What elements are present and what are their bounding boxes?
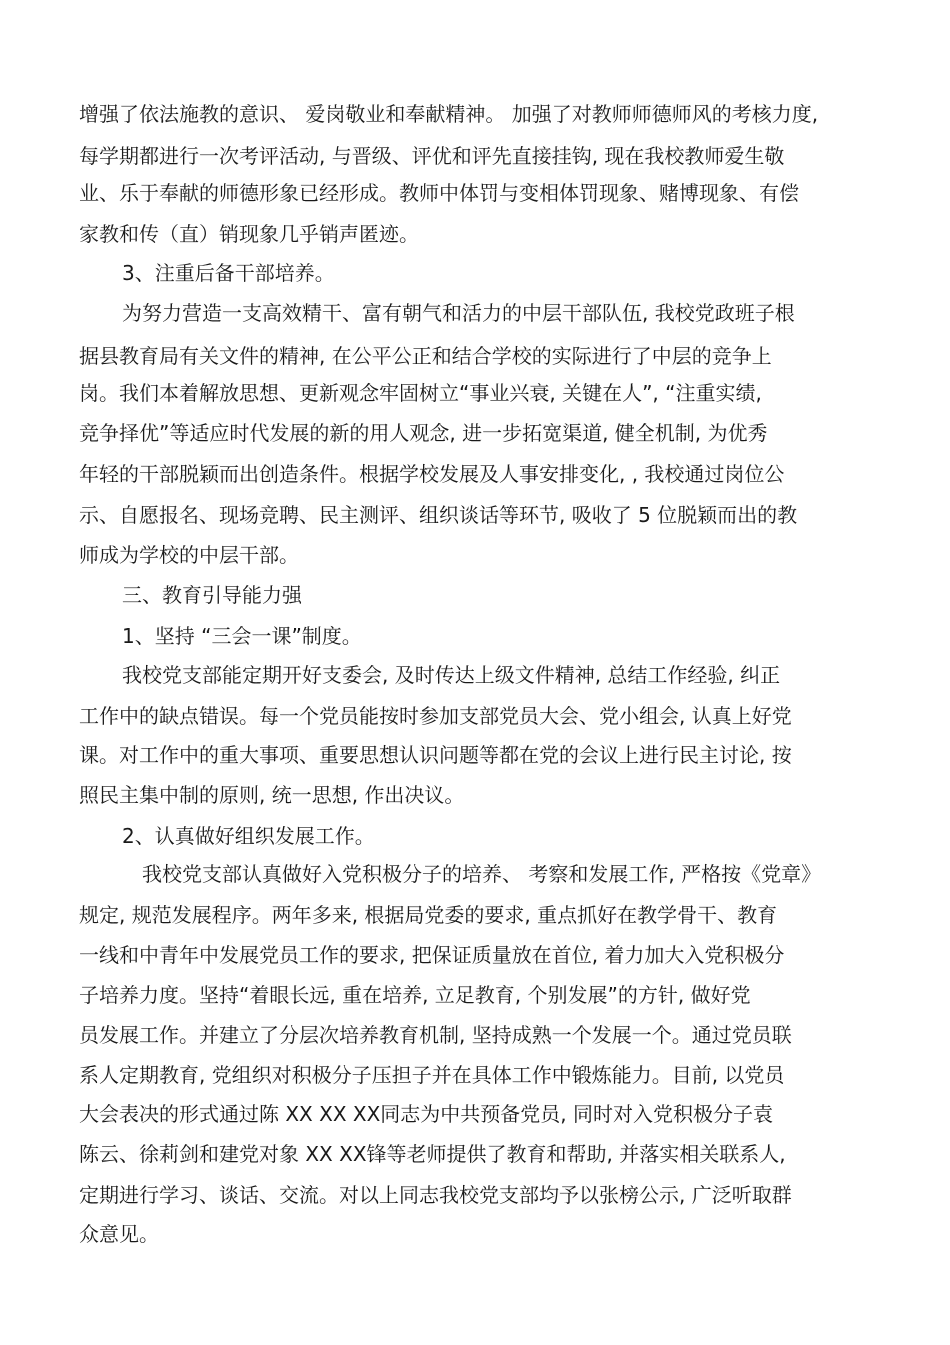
body-line: 系人定期教育, 党组织对积极分子压担子并在具体工作中锻炼能力。目前, 以党员 <box>79 1063 785 1087</box>
body-line: 示、自愿报名、现场竞聘、民主测评、组织谈话等环节, 吸收了 5 位脱颖而出的教 <box>79 503 798 527</box>
body-line: 员发展工作。并建立了分层次培养教育机制, 坚持成熟一个发展一个。通过党员联 <box>79 1023 792 1047</box>
body-line: 众意见。 <box>79 1222 159 1246</box>
body-line: 每学期都进行一次考评活动, 与晋级、评优和评先直接挂钩, 现在我校教师爱生敬 <box>79 144 785 168</box>
body-line: 大会表决的形式通过陈 XX XX XX同志为中共预备党员, 同时对入党积极分子袁 <box>79 1102 773 1126</box>
body-line: 为努力营造一支高效精干、富有朝气和活力的中层干部队伍, 我校党政班子根 <box>122 301 795 325</box>
subsection-heading: 1、坚持 “三会一课”制度。 <box>122 624 362 648</box>
section-heading: 三、教育引导能力强 <box>122 583 302 607</box>
body-line: 业、乐于奉献的师德形象已经形成。教师中体罚与变相体罚现象、赌博现象、有偿 <box>79 181 799 205</box>
body-line: 工作中的缺点错误。每一个党员能按时参加支部党员大会、党小组会, 认真上好党 <box>79 704 792 728</box>
body-line: 据县教育局有关文件的精神, 在公平公正和结合学校的实际进行了中层的竞争上 <box>79 344 772 368</box>
body-line: 规定, 规范发展程序。两年多来, 根据局党委的要求, 重点抓好在教学骨干、教育 <box>79 903 778 927</box>
body-line: 年轻的干部脱颖而出创造条件。根据学校发展及人事安排变化, , 我校通过岗位公 <box>79 462 785 486</box>
body-line: 家教和传（直）销现象几乎销声匿迹。 <box>79 222 419 246</box>
body-line: 定期进行学习、谈话、交流。对以上同志我校党支部均予以张榜公示, 广泛听取群 <box>79 1183 792 1207</box>
body-line: 一线和中青年中发展党员工作的要求, 把保证质量放在首位, 着力加大入党积极分 <box>79 943 785 967</box>
section-heading: 3、注重后备干部培养。 <box>122 261 335 285</box>
body-line: 岗。我们本着解放思想、更新观念牢固树立“事业兴衰, 关键在人”, “注重实绩, <box>79 381 762 405</box>
body-line: 师成为学校的中层干部。 <box>79 543 299 567</box>
body-line: 照民主集中制的原则, 统一思想, 作出决议。 <box>79 783 465 807</box>
body-line: 陈云、徐莉剑和建党对象 XX XX锋等老师提供了教育和帮助, 并落实相关联系人, <box>79 1142 786 1166</box>
body-line: 我校党支部能定期开好支委会, 及时传达上级文件精神, 总结工作经验, 纠正 <box>122 663 781 687</box>
body-line: 课。对工作中的重大事项、重要思想认识问题等都在党的会议上进行民主讨论, 按 <box>79 743 792 767</box>
body-line: 增强了依法施教的意识、 爱岗敬业和奉献精神。 加强了对教师师德师风的考核力度, <box>79 102 819 126</box>
body-line: 竞争择优”等适应时代发展的新的用人观念, 进一步拓宽渠道, 健全机制, 为优秀 <box>79 421 768 445</box>
body-line: 子培养力度。坚持“着眼长远, 重在培养, 立足教育, 个别发展”的方针, 做好党 <box>79 983 751 1007</box>
subsection-heading: 2、认真做好组织发展工作。 <box>122 824 375 848</box>
body-line: 我校党支部认真做好入党积极分子的培养、 考察和发展工作, 严格按《党章》 <box>142 862 822 886</box>
